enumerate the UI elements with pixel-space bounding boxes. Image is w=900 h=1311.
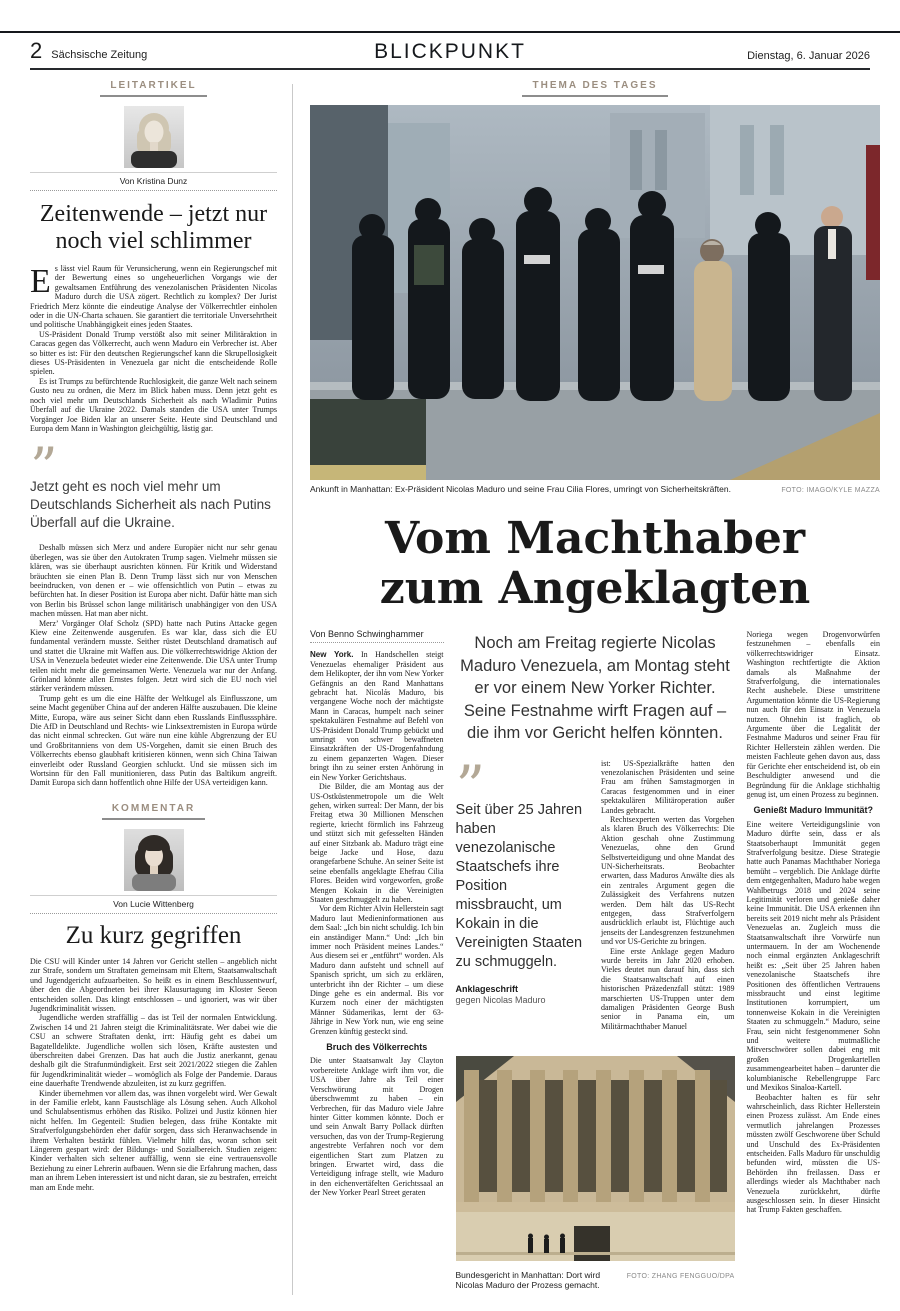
main-article [310, 630, 880, 1290]
courthouse-photo [456, 1056, 735, 1261]
kommentar-body [30, 957, 277, 1192]
paragraph: US-Präsident Donald Trump verstößt also mit seiner Militäraktion in Caracas gegen das Völkerrecht, auch wenn Maduro ein Verbrecher ist. Aber so bitter es ist: Für den deutschen Regierungschef kann die Skrupellosigkeit dieses US-Präsidenten in Venezuela gar nicht die entscheidende Rolle spielen. [30, 329, 277, 377]
byline-text: Von Lucie Wittenberg [113, 898, 194, 909]
kicker-label: THEMA DES TAGES [522, 80, 667, 97]
author-photo-lucie-wittenberg [124, 829, 184, 891]
kicker-thema-des-tages [310, 80, 880, 97]
paragraph: Die unter Staatsanwalt Jay Clayton vorbereitete Anklage wirft ihm vor, die USA über Jahre als Teil einer Verschwörung mit Drogen überschwemmt zu haben – ein Verbrechen, für das Maduro viele Jahre hinter Gitter kommen könnte. Doch er und sein Anwalt Barry Pollack dürften versuchen, das von der Trump-Regierung angestrebte Verfahren noch vor dem eigentlichen Start zum Platzen zu bringen. Erwartet wird, dass die Verteidigung infrage stellt, wie Maduro in den eichenvertäfelten Gerichtssaal an der New Yorker Pearl Street geraten [310, 1056, 444, 1198]
subhead-geniesst-maduro-immunitaet: Genießt Maduro Immunität? [753, 805, 873, 816]
photo-caption: Ankunft in Manhattan: Ex-Präsident Nicolas Maduro und seine Frau Cilia Flores, umringt von Sicherheitskräften. [310, 484, 731, 494]
kicker-label: LEITARTIKEL [100, 80, 206, 97]
newspaper-name: Sächsische Zeitung [51, 49, 148, 61]
standfirst: Noch am Freitag regierte Nicolas Maduro Venezuela, am Montag steht er vor einem New Yorker Richter. Seine Festnahme wirft Fragen auf – die ihm vor Gericht helfen könnten. [460, 634, 730, 742]
paragraph: Die Bilder, die am Montag aus der US-Ostküstenmetropole um die Welt gehen, wirken surreal: Der Mann, der bis Freitag etwa 30 Millionen Menschen regierte, kriecht förmlich ins Fahrzeug und stützt sich mit gefesselten Händen auf einer Sitzbank ab. Maduro trägt eine beige Jacke und Hose, dazu orangefarbene Schuhe. An seiner Seite ist seine ebenfalls angeklagte Ehefrau Cilia Flores. Beiden wird vorgeworfen, große Mengen Kokain in die Vereinigten Staaten geschmuggelt zu haben. [310, 782, 444, 904]
byline-text: Von Kristina Dunz [119, 176, 188, 186]
pullquote-text: Seit über 25 Jahren haben venezolanische Staatschefs ihre Position missbraucht, um Kokain in die Vereinigten Staaten zu schmuggeln. [455, 801, 583, 970]
courthouse-caption-row [456, 1270, 735, 1290]
paragraph-text: In Handschellen steigt Venezuelas ehemaliger Präsident aus dem Helikopter, der ihn vom New Yorker Gefängnis an den Rand Manhattans gebracht hat. Nicolás Maduro, bis vergangene Woche noch der mächtigste Mann in Caracas, humpelt nach seiner spektakulären Festnahme auf Befehl von US-Präsident Donald Trump gebückt und umringt von schwer bewaffneten Einsatzkräften der US-Drogenfahndung zu einem gepanzerten Wagen. Dieser bringt ihn zu seiner ersten Anhörung in ein New Yorker Gerichtshaus. [310, 650, 444, 782]
article-column-4 [747, 630, 881, 1290]
paragraph: Vor dem Richter Alvin Hellerstein sagt Maduro laut Medieninformationen aus dem Saal: „Ich bin nicht schuldig. Ich bin ein anständiger Mann.“ Und: „Ich bin immer noch Präsident meines Landes.“ Aus diesem sei er „entführt“ worden. Als Maduro dann aufsteht und schnell auf Spanisch spricht, um sich zu erklären, unterbricht ihn der Richter – um diese Dinge gehe es ein andermal. Bis vor Kurzem noch einer der mächtigsten Männer Südamerikas, lernt der 63-Jährige in New York nun, wie eng seine Grenzen künftig gesteckt sind. [310, 904, 444, 1036]
quote-icon: ” [455, 752, 486, 821]
paragraph: Merz’ Vorgänger Olaf Scholz (SPD) hatte nach Putins Attacke gegen Kiew eine Zeitenwende ausgerufen. Es war klar, dass sich die EU fundamental verändern musste. Seither rüstet Deutschland dramatisch auf und stattet die Ukraine mit Waffen aus. Die völkerrechtswidrige Aktion der USA in Venezuela bedeutet wieder eine Zeitenwende. Die USA unter Trump teilen nicht mehr die gemeinsamen Werte. Venezuela war nur der Anfang. Grönland könnte allen Ernstes folgen. Jetzt wird sich die EU noch viel stärker verändern müssen. [30, 618, 277, 694]
article-column-3 [601, 759, 735, 1032]
article-pullquote [455, 752, 590, 1032]
page-number: 2 [30, 38, 43, 63]
left-column [30, 80, 277, 1295]
header-rule [30, 68, 870, 70]
main-photo-caption-row [310, 484, 880, 494]
kicker-kommentar [30, 803, 277, 820]
column-divider [292, 84, 293, 1295]
page-header [30, 40, 870, 66]
paragraph: Jugendliche werden straffällig – das ist Teil der normalen Entwicklung. Zwischen 14 und 21 Jahren steigt die Kriminalitätsrate. Wer dabei wie die CSU an schwere Straftaten denkt, irrt: Häufig geht es dabei um Bagatelldelikte. Jugendliche wollen sich lösen, Kräfte austesten und überschreiten dabei Grenzen. Das hat auch die Justiz anerkannt, genau deshalb gilt die Strafunmündigkeit. Erst seit 2021/2022 stiegen die Zahlen für Jugendkriminalität wieder – womöglich als Folge der Pandemie. Daraus eine dauerhafte Trendwende abzuleiten, ist zu kurz gegriffen. [30, 1013, 277, 1089]
kicker-label: KOMMENTAR [102, 803, 205, 820]
main-photo-maduro-arrival [310, 105, 880, 480]
subhead-bruch-des-voelkerrechts: Bruch des Völkerrechts [326, 1042, 428, 1053]
paragraph: Trump geht es um die eine Hälfte der Weltkugel als Einflusszone, um seine Macht gegenüber China auf der anderen Hälfte auszubauen. Die kleine Mitte, Europa, wäre aus seiner Sicht dann eben Russlands Einflusssphäre. Die AfD in Deutschland und Rechts- wie Linksextremisten in Europa würde das nicht einmal schrecken. Gut wäre nun eine kühle Abgrenzung der EU und Großbritanniens von dem US-Vorgehen, damit sie einen Bruch des Völkerrechts ebenso glaubhaft kritisieren können, wenn sich China Taiwan einverleibt oder Russland Georgien schluckt. Und sie müssen sich im Wortsinn für den Fall munitionieren, dass Putin das Baltikum angreift. Damit Europa sich dann hoffentlich ohne Hilfe der USA verteidigen kann. [30, 693, 277, 788]
quote-icon: ” [30, 436, 58, 500]
pullquote-source-bold: Anklageschrift [455, 983, 519, 994]
photo-caption: Bundesgericht in Manhattan: Dort wird Nicolas Maduro der Prozess gemacht. [455, 1270, 601, 1290]
article-byline: Von Benno Schwinghammer [310, 630, 444, 643]
dateline: Dienstag, 6. Januar 2026 [747, 50, 870, 62]
paragraph: Kinder übernehmen vor allem das, was ihnen vorgelebt wird. Wer Gewalt in der Familie erlebt, kann Faustschläge als Lösung sehen. Auch Alkohol und Schulabsentismus erhöhen das Risiko. Polizei und Justiz können hier nicht helfen. Im Gegenteil: Studien belegen, dass frühe Kontakte mit Strafverfolgungsbehörden eher dafür sorgen, dass sich Heranwachsende in ihrem Verhalten bestärkt fühlen. Vielmehr hilft das, woran schon seit Längerem gespart wird: der Bildungs- und Sozialbereich. Studien zeigen: Kinder verhalten sich seltener auffällig, wenn sie eine vertrauensvolle Beziehung zu einer Lehrerin aufbauen. Wenn sie die Erfahrung machen, dass man an ihrem Leben interessiert ist und nicht daran, sie zu bestrafen, erreicht man am Ende mehr. [30, 1088, 277, 1192]
author-photo-kristina-dunz [124, 106, 184, 168]
leitartikel-body-1 [30, 264, 277, 433]
paragraph [310, 650, 444, 782]
photo-credit: FOTO: ZHANG FENGGUO/DPA [626, 1273, 735, 1280]
photo-credit: FOTO: IMAGO/KYLE MAZZA [781, 487, 880, 494]
pullquote-text: Jetzt geht es noch viel mehr um Deutschlands Sicherheit als nach Putins Überfall auf die Ukraine. [30, 479, 271, 531]
paragraph: ist: US-Spezialkräfte hatten den venezolanischen Präsidenten und seine Frau am frühen Samstagmorgen in Caracas festgenommen und in einer spektakulären Militäroperation außer Landes gebracht. [601, 758, 735, 815]
kommentar-headline: Zu kurz gegriffen [65, 921, 242, 949]
paragraph: Eine erste Anklage gegen Maduro wurde bereits im Jahr 2020 erhoben. Vieles deutet nun darauf hin, dass sich die Staatsanwaltschaft auf einen historischen Präzedenzfall stützt: 1989 marschierten US-Truppen unter dem damaligen Präsidenten George Bush senior in Panama ein, um Militärmachthaber Manuel [601, 946, 735, 1031]
paragraph: Beobachter halten es für sehr wahrscheinlich, dass Richter Hellerstein einen Prozess zulässt. Am Ende eines vermutlich jahrelangen Prozesses müssten zwölf Geschworene über Schuld und Unschuld des Ex-Präsidenten entscheiden. Falls Maduro für unschuldig befunden wird, müssten die US-Behörden ihn freilassen. Dass er allerdings wieder als Machthaber nach Venezuela zurückkehrt, dürfte ausgeschlossen sein. In dieser Hinsicht hat Trump Fakten geschaffen. [746, 1092, 880, 1215]
article-column-1 [310, 630, 444, 1290]
paragraph: Es ist Trumps zu befürchtende Ruchlosigkeit, die ganze Welt nach seinem Gusto neu zu ordnen, die Merz im Blick haben muss. Denn jetzt geht es noch viel mehr um Deutschlands Sicherheit als nach Wladimir Putins Überfall auf die Ukraine 2022. Damals standen die USA unter Trumps Vorgänger Joe Biden klar an unserer Seite. Heute sind Deutschland und Europa dem Mann in Washington gleichgültig, lästig gar. [30, 376, 277, 433]
pullquote-source: gegen Nicolas Maduro [455, 994, 546, 1005]
paragraph: Noriega wegen Drogenvorwürfen festzunehmen – ebenfalls ein völkerrechtswidriger Einsatz. Washington rechtfertigte die Aktion damals als Maßnahme der Strafverfolgung, die internationales Recht aushebele. Diese umstrittene Argumentation könnte die US-Regierung nun auch für den Einsatz in Venezuela nutzen. Ohnehin ist fraglich, ob Argumente über die Legalität der Festnahme Maduros und seiner Frau für Richter Hellerstein zählen werden. Die meisten Fachleute gehen davon aus, dass für Gerichte eher entscheidend ist, ob ein Beschuldigter anwesend und die Begründung für die Anklage stichhaltig genug ist, um einen Prozess zu beginnen. [746, 630, 880, 799]
courthouse-photo-block [456, 1056, 735, 1290]
paragraph: Es lässt viel Raum für Verunsicherung, wenn ein Regierungschef mit der Bewertung eines so ungeheuerlichen Vorgangs wie der gewaltsamen Entführung des venezolanischen Präsidenten Nicolas Maduro durch die USA zögert. Rechtlich zu komplex? Der Jurist Friedrich Merz könnte die eindeutige Analyse der Völkerrechtler einholen oder in die UN-Charta schauen. Sie garantiert die territoriale Unversehrtheit und politische Unabhängigkeit eines jeden Staates. [30, 263, 277, 330]
byline-lucie-wittenberg [30, 895, 277, 914]
paragraph: Rechtsexperten werten das Vorgehen als klaren Bruch des Völkerrechts: Die Aktion geschah ohne Zustimmung Venezuelas, ohne den Grund Selbstverteidigung und ohne Mandat des UN-Sicherheitsrats. Beobachter erwarten, dass Maduros Anwälte dies als ein zentrales Argument gegen die Zulässigkeit des Verfahrens nutzen werden. Dem hält das US-Recht entgegen, dass Strafverfolgern ausdrücklich erlaubt ist, Flüchtige auch jenseits der Landesgrenzen festzunehmen und vor US-Gerichte zu bringen. [601, 814, 735, 947]
leitartikel-body-2 [30, 543, 277, 788]
dateline-lead: New York. [310, 650, 354, 660]
main-headline: Vom Machthaber zum Angeklagten [379, 513, 811, 614]
thema-des-tages-section [310, 80, 880, 1300]
kicker-leitartikel [30, 80, 277, 97]
leitartikel-pullquote [30, 436, 277, 532]
byline-kristina-dunz [30, 172, 277, 191]
paragraph: Eine weitere Verteidigungslinie von Maduro dürfte sein, dass er als Staatsoberhaupt Immunität gegen Strafverfolgung besitze. Diese Strategie hatte auch Panamas Machthaber Noriega bemüht – vergeblich. Die Anklage dürfte dem entgegenhalten, Maduro habe wegen Wahlbetrugs 2018 und 2024 seine Legitimität verloren und genieße daher keine Immunität. Die USA erkennen ihn bereits seit 2019 nicht mehr als Präsident Venezuelas an. Zugleich muss die Staatsanwaltschaft ihre Vorwürfe nun untermauern. In der am Wochenende noch einmal ergänzten Anklageschrift heißt es: „Seit über 25 Jahren haben venezolanische Staatschefs ihre Positionen des öffentlichen Vertrauens missbraucht und einst legitime Institutionen korrumpiert, um tonnenweise Kokain in die Vereinigten Staaten zu schmuggeln.“ Maduro, seine Frau, sein nicht festgenommener Sohn und weitere mutmaßliche Mitverschwörer sollen dabei eng mit großen Drogenkartellen zusammengearbeitet haben – darunter die kolumbianische Rebellengruppe Farc und Mexikos Sinaloa-Kartell. [746, 819, 880, 1093]
paragraph: Die CSU will Kinder unter 14 Jahren vor Gericht stellen – angeblich nicht zur Strafe, sondern um Straftaten gemeinsam mit Eltern, Staatsanwaltschaft und Jugendgericht aufzuarbeiten. So heißt es in einem Beschlussentwurf, über den die Abgeordneten bei ihrer Klausurtagung im Kloster Seeon entscheiden sollen. Das klingt entschlossen – und ignoriert, was wir über Jugendkriminalität wissen. [30, 956, 277, 1013]
paragraph: Deshalb müssen sich Merz und andere Europäer nicht nur sehr genau überlegen, was sie über den Autokraten Trump sagen. Vielmehr müssen sie klären, was sie überhaupt ausrichten können. Für Kritik und Widerstand bräuchten sie einen Plan B. Denn Trump lässt sich nur von Menschen beeindrucken, von denen er – wie offensichtlich von Putin – etwas zu befürchten hat. In dieser Position ist Europa aber nicht. Dafür hätte man sich von Berlin bis Brüssel schon lange militärisch unabhängiger von den USA machen müssen. Hat man aber nicht. [30, 543, 277, 619]
leitartikel-headline: Zeitenwende – jetzt nur noch viel schlimmer [39, 201, 268, 254]
top-rule [0, 31, 900, 33]
section-title: BLICKPUNKT [374, 40, 526, 63]
